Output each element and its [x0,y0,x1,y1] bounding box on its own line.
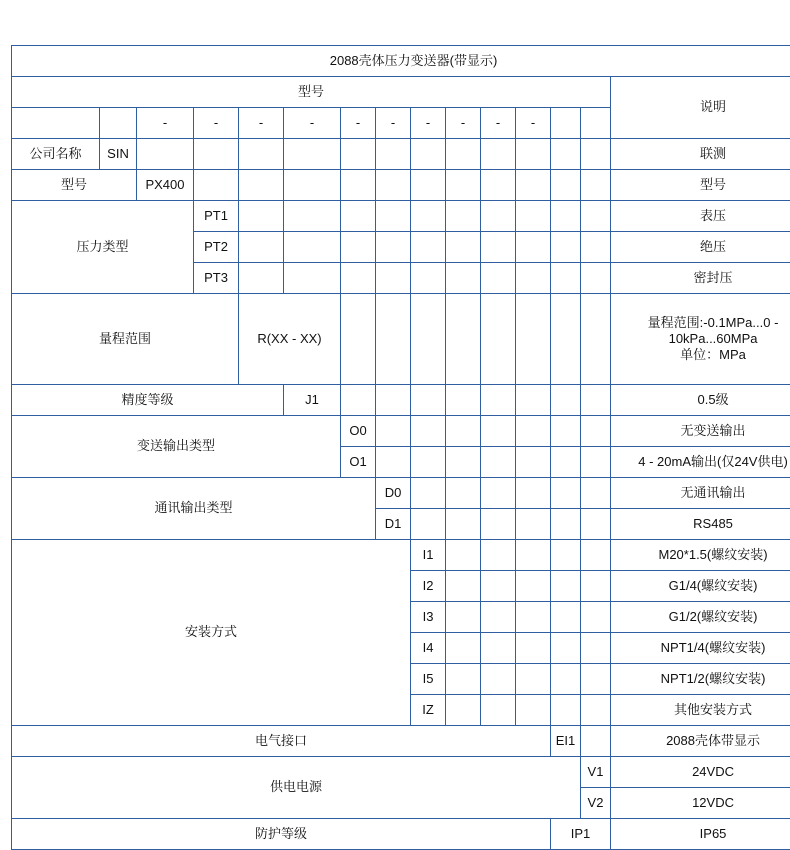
empty-cell [581,294,611,385]
desc-ei1: 2088壳体带显示 [611,726,790,757]
empty-cell [341,263,376,294]
empty-cell [581,447,611,478]
empty-cell [446,664,481,695]
dash-cell: - [137,108,194,139]
empty-cell [341,170,376,201]
desc-i5: NPT1/2(螺纹安装) [611,664,790,695]
empty-cell [284,232,341,263]
desc-iz: 其他安装方式 [611,695,790,726]
empty-cell [516,263,551,294]
code-d0: D0 [376,478,411,509]
empty-cell [516,232,551,263]
code-i1: I1 [411,540,446,571]
desc-range-line-3: 单位：MPa [611,347,790,363]
empty-cell [481,478,516,509]
code-pt2: PT2 [194,232,239,263]
row-label-output-type: 变送输出类型 [12,416,341,478]
empty-cell [481,447,516,478]
empty-cell [194,170,239,201]
empty-cell [516,695,551,726]
empty-cell [341,232,376,263]
empty-cell [341,201,376,232]
code-ip1: IP1 [551,819,611,850]
dash-cell: - [411,108,446,139]
empty-cell [376,385,411,416]
empty-cell [376,447,411,478]
empty-cell [194,139,239,170]
empty-cell [581,602,611,633]
empty-cell [551,478,581,509]
row-pressure-type-1 [12,201,790,232]
empty-cell [581,478,611,509]
empty-cell [581,201,611,232]
empty-cell [411,447,446,478]
empty-cell [341,294,376,385]
empty-cell [551,170,581,201]
empty-cell [581,385,611,416]
empty-cell [581,695,611,726]
empty-cell [516,509,551,540]
code-pt1: PT1 [194,201,239,232]
empty-cell [284,170,341,201]
empty-cell [376,139,411,170]
desc-company: 联测 [611,139,790,170]
row-protection [12,819,790,850]
empty-cell [551,416,581,447]
empty-cell [239,139,284,170]
empty-cell [581,664,611,695]
empty-cell [446,447,481,478]
empty-cell [481,294,516,385]
empty-cell [551,385,581,416]
empty-cell [516,540,551,571]
empty-cell [446,540,481,571]
dash-cell: - [516,108,551,139]
empty-cell [516,170,551,201]
empty-cell [551,201,581,232]
empty-cell [376,232,411,263]
row-label-model: 型号 [12,170,137,201]
empty-cell [581,170,611,201]
empty-cell [284,263,341,294]
empty-cell [551,232,581,263]
dash-cell [551,108,581,139]
empty-cell [551,294,581,385]
code-i2: I2 [411,571,446,602]
empty-cell [516,416,551,447]
empty-cell [581,633,611,664]
empty-cell [411,201,446,232]
empty-cell [376,263,411,294]
desc-o1: 4 - 20mA输出(仅24V供电) [611,447,790,478]
row-accuracy [12,385,790,416]
empty-cell [446,294,481,385]
row-label-mounting: 安装方式 [12,540,411,726]
empty-cell [481,602,516,633]
code-range: R(XX - XX) [239,294,341,385]
dash-cell: - [341,108,376,139]
empty-cell [376,294,411,385]
empty-cell [481,540,516,571]
desc-range-line-2: 10kPa...60MPa [611,331,790,347]
empty-cell [481,664,516,695]
empty-cell [581,509,611,540]
empty-cell [581,726,611,757]
dash-cell: - [239,108,284,139]
empty-cell [376,170,411,201]
empty-cell [284,139,341,170]
empty-cell [446,385,481,416]
spec-table-container [11,45,779,850]
code-d1: D1 [376,509,411,540]
empty-cell [411,139,446,170]
empty-cell [516,447,551,478]
desc-d1: RS485 [611,509,790,540]
empty-cell [446,695,481,726]
dash-cell: - [194,108,239,139]
empty-cell [239,263,284,294]
row-mounting-1 [12,540,790,571]
empty-cell [411,170,446,201]
empty-cell [411,232,446,263]
empty-cell [446,571,481,602]
desc-ip1: IP65 [611,819,790,850]
desc-model: 型号 [611,170,790,201]
empty-cell [551,633,581,664]
code-j1: J1 [284,385,341,416]
empty-cell [481,571,516,602]
empty-cell [481,416,516,447]
row-electrical-interface [12,726,790,757]
empty-cell [516,385,551,416]
empty-cell [446,602,481,633]
empty-cell [516,478,551,509]
empty-cell [239,201,284,232]
empty-cell [551,263,581,294]
empty-cell [481,170,516,201]
row-model [12,170,790,201]
empty-cell [376,201,411,232]
empty-cell [341,385,376,416]
empty-cell [481,139,516,170]
code-iz: IZ [411,695,446,726]
empty-cell [581,571,611,602]
empty-cell [581,416,611,447]
desc-d0: 无通讯输出 [611,478,790,509]
code-i3: I3 [411,602,446,633]
desc-accuracy: 0.5级 [611,385,790,416]
empty-cell [481,695,516,726]
empty-cell [551,664,581,695]
empty-cell [551,602,581,633]
dash-cell [12,108,100,139]
empty-cell [581,540,611,571]
empty-cell [551,695,581,726]
row-label-company: 公司名称 [12,139,100,170]
dash-cell [100,108,137,139]
empty-cell [446,170,481,201]
code-v1: V1 [581,757,611,788]
desc-range-line-1: 量程范围:-0.1MPa...0 - [611,315,790,331]
code-pt3: PT3 [194,263,239,294]
code-px400: PX400 [137,170,194,201]
row-comm-type-1 [12,478,790,509]
row-label-accuracy: 精度等级 [12,385,284,416]
empty-cell [516,139,551,170]
row-output-type-1 [12,416,790,447]
code-o0: O0 [341,416,376,447]
header-desc: 说明 [611,77,790,139]
product-spec-table [11,45,790,850]
desc-v1: 24VDC [611,757,790,788]
row-label-protection: 防护等级 [12,819,551,850]
dash-cell: - [376,108,411,139]
empty-cell [516,602,551,633]
code-sin: SIN [100,139,137,170]
desc-i2: G1/4(螺纹安装) [611,571,790,602]
code-o1: O1 [341,447,376,478]
desc-pt2: 绝压 [611,232,790,263]
desc-i3: G1/2(螺纹安装) [611,602,790,633]
empty-cell [446,633,481,664]
dash-cell: - [481,108,516,139]
desc-range [611,294,790,385]
empty-cell [411,294,446,385]
empty-cell [481,201,516,232]
desc-o0: 无变送输出 [611,416,790,447]
empty-cell [446,201,481,232]
empty-cell [581,139,611,170]
empty-cell [481,263,516,294]
empty-cell [551,139,581,170]
code-ei1: EI1 [551,726,581,757]
empty-cell [376,416,411,447]
empty-cell [516,664,551,695]
empty-cell [446,263,481,294]
code-v2: V2 [581,788,611,819]
header-model: 型号 [12,77,611,108]
row-company-name [12,139,790,170]
empty-cell [551,571,581,602]
empty-cell [446,232,481,263]
empty-cell [481,385,516,416]
empty-cell [516,633,551,664]
empty-cell [481,633,516,664]
empty-cell [341,139,376,170]
desc-i1: M20*1.5(螺纹安装) [611,540,790,571]
empty-cell [284,201,341,232]
desc-v2: 12VDC [611,788,790,819]
empty-cell [446,139,481,170]
row-label-comm-type: 通讯输出类型 [12,478,376,540]
row-power-1 [12,757,790,788]
dash-cell [581,108,611,139]
empty-cell [411,385,446,416]
empty-cell [239,170,284,201]
row-label-electrical-interface: 电气接口 [12,726,551,757]
row-label-range: 量程范围 [12,294,239,385]
row-label-pressure-type: 压力类型 [12,201,194,294]
desc-pt1: 表压 [611,201,790,232]
empty-cell [446,416,481,447]
empty-cell [481,509,516,540]
empty-cell [516,294,551,385]
empty-cell [411,478,446,509]
empty-cell [411,263,446,294]
empty-cell [411,416,446,447]
empty-cell [581,263,611,294]
empty-cell [481,232,516,263]
desc-pt3: 密封压 [611,263,790,294]
empty-cell [446,478,481,509]
table-title: 2088壳体压力变送器(带显示) [12,46,790,77]
empty-cell [446,509,481,540]
dash-cell: - [284,108,341,139]
row-range [12,294,790,385]
empty-cell [551,509,581,540]
empty-cell [516,201,551,232]
empty-cell [411,509,446,540]
empty-cell [516,571,551,602]
code-i5: I5 [411,664,446,695]
empty-cell [239,232,284,263]
empty-cell [551,447,581,478]
empty-cell [581,232,611,263]
table-header-row [12,77,790,108]
desc-i4: NPT1/4(螺纹安装) [611,633,790,664]
table-title-row [12,46,790,77]
code-i4: I4 [411,633,446,664]
dash-cell: - [446,108,481,139]
empty-cell [551,540,581,571]
row-label-power: 供电电源 [12,757,581,819]
empty-cell [137,139,194,170]
